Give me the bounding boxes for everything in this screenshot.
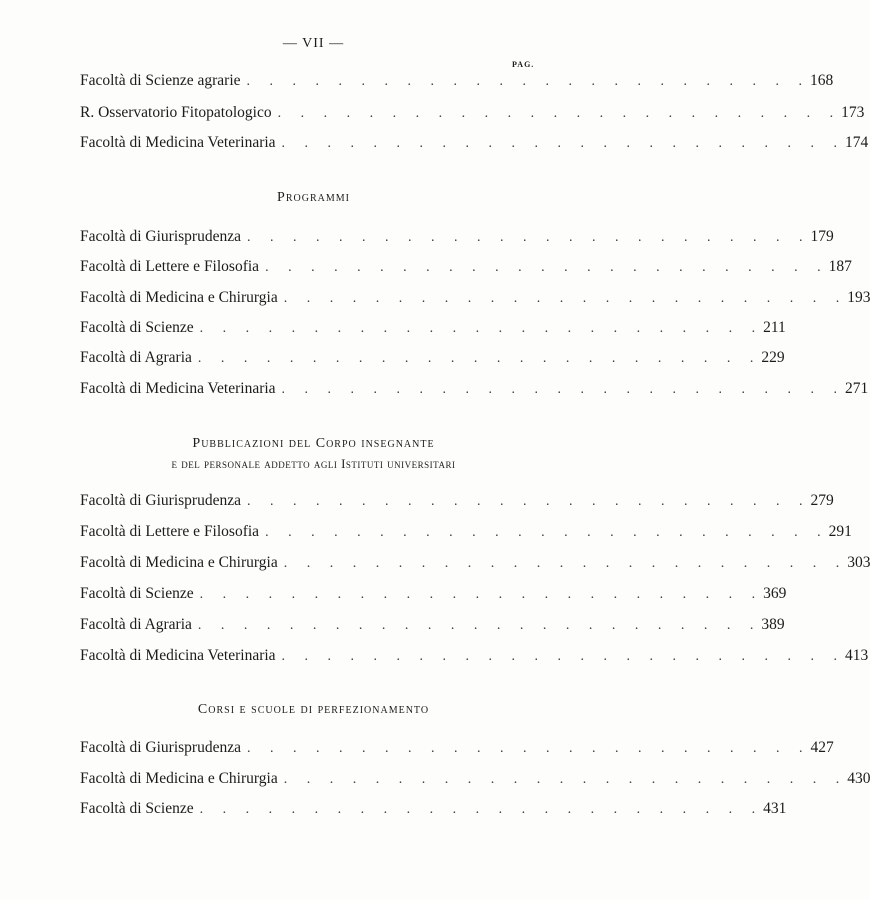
toc-entry-name: Facoltà di Medicina Veterinaria	[80, 380, 276, 397]
dot-leader: . . . . . . . . . . . . . . . . . . . . . . . . .	[281, 649, 846, 664]
toc-entry-page: 173	[841, 104, 865, 121]
toc-entry-name: Facoltà di Scienze	[80, 800, 194, 817]
toc-entry-page: 193	[847, 289, 870, 306]
dot-leader: . . . . . . . . . . . . . . . . . . . . . . . . .	[197, 618, 762, 633]
toc-entry-name: Facoltà di Giurisprudenza	[80, 492, 241, 509]
toc-entry	[80, 104, 865, 126]
toc-entry	[80, 585, 787, 607]
dot-leader: . . . . . . . . . . . . . . . . . . . . . . . . .	[277, 106, 842, 121]
dot-leader: . . . . . . . . . . . . . . . . . . . . . . . . .	[246, 494, 811, 509]
section-heading-programmi: Programmi	[277, 190, 350, 205]
toc-entry	[80, 72, 834, 94]
toc-entry	[80, 228, 834, 250]
dot-leader: . . . . . . . . . . . . . . . . . . . . . . . . .	[265, 260, 829, 275]
dot-leader: . . . . . . . . . . . . . . . . . . . . . . . . .	[281, 136, 846, 151]
toc-entry-name: Facoltà di Medicina Veterinaria	[80, 647, 276, 664]
toc-entry	[80, 739, 834, 761]
toc-entry-page: 427	[810, 739, 834, 756]
dot-leader: . . . . . . . . . . . . . . . . . . . . . . . . .	[265, 525, 829, 540]
toc-entry	[80, 289, 870, 311]
dot-leader: . . . . . . . . . . . . . . . . . . . . . . . . .	[199, 321, 764, 336]
toc-entry-name: Facoltà di Medicina Veterinaria	[80, 134, 276, 151]
toc-entry-page: 303	[847, 554, 870, 571]
page-number: — VII —	[282, 36, 345, 51]
toc-entry-page: 431	[763, 800, 787, 817]
dot-leader: . . . . . . . . . . . . . . . . . . . . . . . . .	[283, 556, 848, 571]
toc-entry	[80, 647, 869, 669]
toc-entry-page: 389	[761, 616, 785, 633]
pag-column-label: PAG.	[512, 60, 535, 69]
toc-entry-page: 271	[845, 380, 869, 397]
toc-entry	[80, 349, 785, 371]
toc-entry-page: 291	[828, 523, 852, 540]
toc-entry	[80, 258, 852, 280]
toc-entry-name: Facoltà di Scienze agrarie	[80, 72, 241, 89]
toc-entry-page: 174	[845, 134, 869, 151]
toc-entry	[80, 554, 870, 576]
toc-entry-page: 168	[810, 72, 834, 89]
toc-entry-page: 211	[763, 319, 786, 336]
dot-leader: . . . . . . . . . . . . . . . . . . . . . . . . .	[199, 802, 764, 817]
toc-entry-name: Facoltà di Medicina e Chirurgia	[80, 770, 278, 787]
toc-entry	[80, 770, 870, 792]
dot-leader: . . . . . . . . . . . . . . . . . . . . . . . . .	[199, 587, 764, 602]
dot-leader: . . . . . . . . . . . . . . . . . . . . . . . . .	[246, 230, 811, 245]
toc-entry-name: Facoltà di Agraria	[80, 616, 192, 633]
toc-entry-page: 430	[847, 770, 870, 787]
toc-entry-name: Facoltà di Giurisprudenza	[80, 228, 241, 245]
section-heading-corsi: Corsi e scuole di perfezionamento	[197, 702, 430, 717]
toc-entry	[80, 492, 834, 514]
toc-entry-page: 413	[845, 647, 869, 664]
toc-entry-name: Facoltà di Giurisprudenza	[80, 739, 241, 756]
dot-leader: . . . . . . . . . . . . . . . . . . . . . . . . .	[246, 741, 811, 756]
dot-leader: . . . . . . . . . . . . . . . . . . . . . . . . .	[281, 382, 846, 397]
toc-entry	[80, 523, 852, 545]
toc-entry-page: 229	[761, 349, 785, 366]
dot-leader: . . . . . . . . . . . . . . . . . . . . . . . . .	[197, 351, 762, 366]
toc-entry	[80, 616, 785, 638]
section-heading-pubblicazioni: Pubblicazioni del Corpo insegnante	[192, 436, 435, 451]
toc-entry	[80, 380, 869, 402]
dot-leader: . . . . . . . . . . . . . . . . . . . . . . . . .	[283, 772, 848, 787]
toc-entry-name: Facoltà di Scienze	[80, 585, 194, 602]
toc-entry	[80, 319, 786, 341]
toc-entry-name: Facoltà di Medicina e Chirurgia	[80, 554, 278, 571]
toc-entry	[80, 800, 787, 822]
toc-entry-name: Facoltà di Scienze	[80, 319, 194, 336]
toc-entry-page: 187	[828, 258, 852, 275]
toc-entry	[80, 134, 869, 156]
toc-entry-name: Facoltà di Lettere e Filosofia	[80, 258, 260, 275]
toc-entry-page: 179	[810, 228, 834, 245]
toc-entry-page: 369	[763, 585, 787, 602]
dot-leader: . . . . . . . . . . . . . . . . . . . . . . . . .	[246, 74, 811, 89]
section-subheading-pubblicazioni: e del personale addetto agli Istituti universitari	[171, 456, 456, 471]
toc-entry-page: 279	[810, 492, 834, 509]
toc-entry-name: Facoltà di Medicina e Chirurgia	[80, 289, 278, 306]
dot-leader: . . . . . . . . . . . . . . . . . . . . . . . . .	[283, 291, 848, 306]
toc-entry-name: Facoltà di Lettere e Filosofia	[80, 523, 260, 540]
toc-entry-name: R. Osservatorio Fitopatologico	[80, 104, 272, 121]
toc-entry-name: Facoltà di Agraria	[80, 349, 192, 366]
